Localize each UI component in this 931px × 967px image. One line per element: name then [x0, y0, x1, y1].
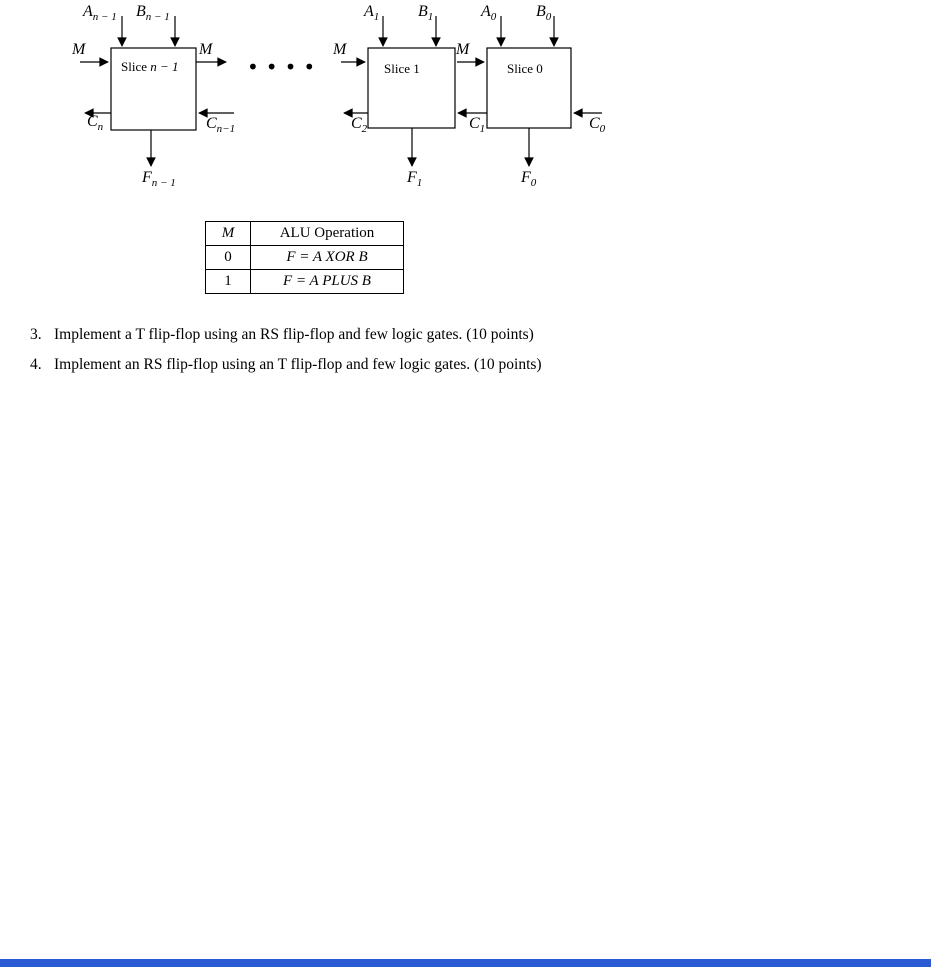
operation-value: F = A XOR B	[251, 246, 404, 270]
problem-list	[30, 326, 542, 386]
slice-1-wires	[341, 16, 487, 166]
problem-text: Implement an RS flip-flop using an T flip-flop and few logic gates. (10 points)	[54, 356, 542, 373]
m-in-1-label: M	[333, 41, 347, 58]
input-a0-label: $A_0$	[481, 3, 497, 24]
problem-number: 3.	[30, 326, 42, 343]
slice-0-title: Slice 0	[507, 61, 543, 76]
ellipsis-dots: ••••	[247, 55, 323, 79]
problem-item-4	[30, 356, 542, 374]
slice-0-box	[487, 48, 571, 128]
diagram-wiring	[0, 0, 680, 200]
problem-item-3	[30, 326, 542, 344]
carry-out-cn-label: $C_n$	[87, 113, 104, 134]
problem-number: 4.	[30, 356, 42, 373]
table-header-m: M	[206, 222, 251, 246]
input-b0-label: $B_0$	[536, 3, 552, 24]
input-b-n1-label: $B_{n - 1}$	[136, 3, 170, 24]
bottom-bar	[0, 959, 931, 967]
problem-text: Implement a T flip-flop using an RS flip-flop and few logic gates. (10 points)	[54, 326, 534, 343]
output-f-n1-label: $F_{n - 1}$	[142, 169, 176, 190]
carry-out-c2-label: $C_2$	[351, 115, 368, 136]
output-f0-label: $F_0$	[521, 169, 537, 190]
slice-0-wires	[457, 16, 602, 166]
alu-operation-table	[205, 221, 404, 294]
m-out-n1-label: M	[199, 41, 213, 58]
table-row	[206, 270, 404, 294]
table-header-row	[206, 222, 404, 246]
m-in-n1-label: M	[72, 41, 86, 58]
slice-n1-title: Slice n − 1	[121, 59, 179, 74]
carry-in-c0-label: $C_0$	[589, 115, 606, 136]
input-b1-label: $B_1$	[418, 3, 434, 24]
slice-n1-wires	[80, 16, 234, 166]
m-in-0-label: M	[456, 41, 470, 58]
carry-in-cn1-label: $C_{n-1}$	[206, 115, 236, 136]
slice-1-box	[368, 48, 455, 128]
m-value: 1	[206, 270, 251, 294]
table-row	[206, 246, 404, 270]
table-header-operation: ALU Operation	[251, 222, 404, 246]
output-f1-label: $F_1$	[407, 169, 423, 190]
input-a-n1-label: $A_{n - 1}$	[83, 3, 117, 24]
m-value: 0	[206, 246, 251, 270]
operation-value: F = A PLUS B	[251, 270, 404, 294]
slice-1-title: Slice 1	[384, 61, 420, 76]
input-a1-label: $A_1$	[364, 3, 380, 24]
carry-c1-label: $C_1$	[469, 115, 486, 136]
alu-slice-diagram	[0, 0, 680, 210]
